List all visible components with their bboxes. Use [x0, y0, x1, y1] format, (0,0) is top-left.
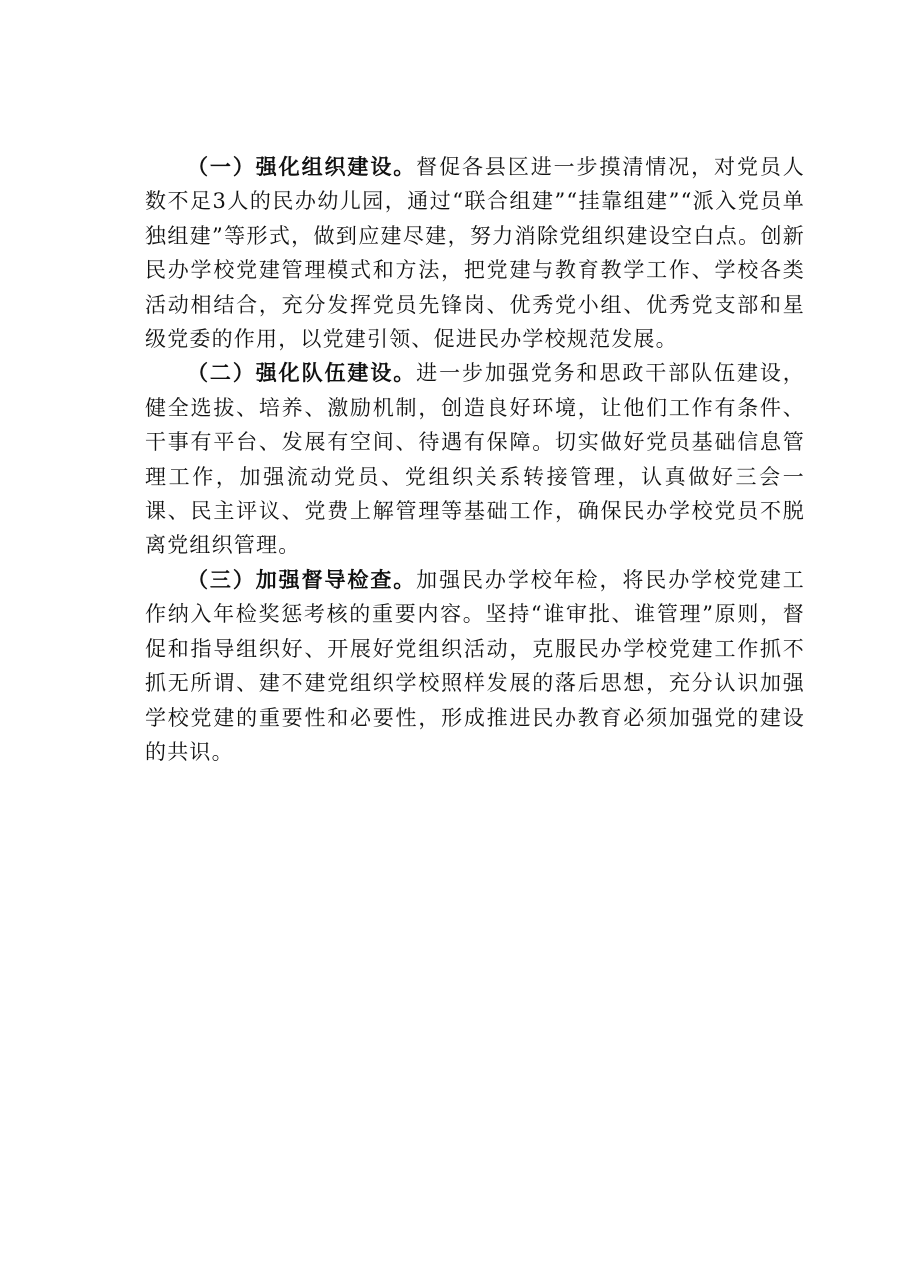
paragraph-heading: （二）强化队伍建设。 — [187, 360, 417, 386]
paragraph-heading: （三）加强督导检查。 — [187, 566, 417, 592]
document-body — [145, 150, 805, 769]
paragraph-team-building — [145, 356, 805, 562]
paragraph-text: 督促各县区进一步摸清情况，对党员人数不足3人的民办幼儿园，通过“联合组建”“挂靠组建”“派入党员单独组建”等形式，做到应建尽建，努力消除党组织建设空白点。创新民办学校党建管理模式和方法，把党建与教育教学工作、学校各类活动相结合，充分发挥党员先锋岗、优秀党小组、优秀党支部和星级党委的作用，以党建引领、促进民办学校规范发展。 — [145, 155, 805, 352]
paragraph-organization-building — [145, 150, 805, 356]
paragraph-heading: （一）强化组织建设。 — [187, 154, 417, 179]
paragraph-text: 进一步加强党务和思政干部队伍建设，健全选拔、培养、激励机制，创造良好环境，让他们工作有条件、干事有平台、发展有空间、待遇有保障。切实做好党员基础信息管理工作，加强流动党员、党组织关系转接管理，认真做好三会一课、民主评议、党费上解管理等基础工作，确保民办学校党员不脱离党组织管理。 — [145, 361, 805, 558]
paragraph-text: 加强民办学校年检，将民办学校党建工作纳入年检奖惩考核的重要内容。坚持“谁审批、谁管理”原则，督促和指导组织好、开展好党组织活动，克服民办学校党建工作抓不抓无所谓、建不建党组织学校照样发展的落后思想，充分认识加强学校党建的重要性和必要性，形成推进民办教育必须加强党的建设的共识。 — [145, 567, 805, 764]
paragraph-supervision-inspection — [145, 563, 805, 769]
